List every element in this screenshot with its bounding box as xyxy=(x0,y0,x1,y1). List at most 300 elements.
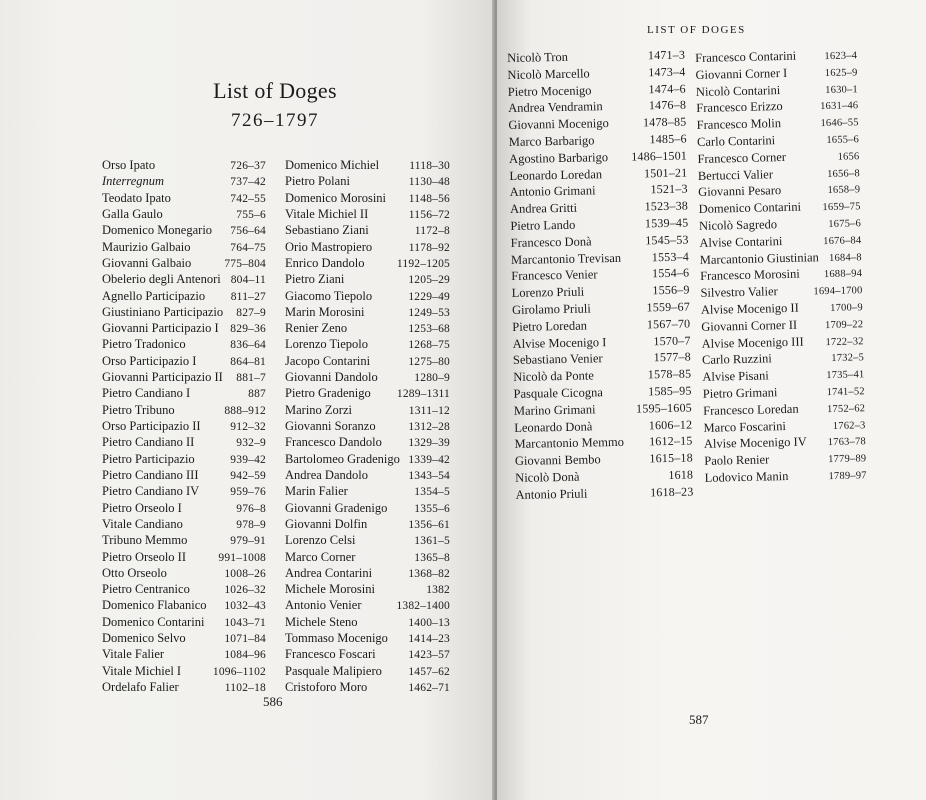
doge-name: Nicolò Sagredo xyxy=(698,217,778,233)
doge-entry xyxy=(285,190,450,206)
doge-reign-years: 836–64 xyxy=(230,339,266,352)
doge-reign-years: 1268–75 xyxy=(408,339,450,352)
doge-name: Marcantonio Memmo xyxy=(514,435,625,452)
doge-reign-years: 1205–29 xyxy=(408,274,450,287)
doge-name: Pietro Candiano I xyxy=(102,386,191,401)
doge-entry xyxy=(102,532,266,548)
doge-reign-years: 1501–21 xyxy=(643,165,688,180)
doge-name: Giovanni Dandolo xyxy=(285,370,378,385)
doge-name: Andrea Gritti xyxy=(509,200,578,217)
doge-reign-years: 1382 xyxy=(426,584,450,597)
doge-entry xyxy=(285,239,450,255)
page-number: 586 xyxy=(263,694,283,709)
doge-reign-years: 1289–1311 xyxy=(396,388,450,401)
doge-reign-years: 1084–96 xyxy=(224,649,266,662)
doge-name: Carlo Contarini xyxy=(696,133,776,149)
doge-name: Nicolò da Ponte xyxy=(513,368,594,385)
doge-reign-years: 1355–6 xyxy=(414,502,450,515)
doge-name: Francesco Dandolo xyxy=(285,435,382,450)
doge-reign-years: 1700–9 xyxy=(830,302,864,314)
doge-name: Domenico Selvo xyxy=(102,631,186,646)
doge-name: Marin Falier xyxy=(285,484,348,499)
doge-name: Pietro Candiano III xyxy=(102,467,199,482)
doge-name: Orso Ipato xyxy=(102,158,156,172)
doge-reign-years: 1365–8 xyxy=(414,551,450,564)
doge-reign-years: 1026–32 xyxy=(224,584,266,597)
doge-reign-years: 1577–8 xyxy=(653,349,692,365)
doge-name: Giovanni Participazio I xyxy=(102,321,219,336)
doge-name: Pietro Lando xyxy=(510,217,576,233)
doge-name: Marcantonio Trevisan xyxy=(510,250,622,267)
doge-reign-years: 1763–78 xyxy=(827,436,867,449)
doge-name: Marino Zorzi xyxy=(285,402,352,417)
doge-entry xyxy=(102,385,266,401)
doge-name: Leonardo Loredan xyxy=(509,166,603,183)
doge-name: Antonio Venier xyxy=(285,598,362,613)
doge-entry xyxy=(102,320,266,336)
doge-entry xyxy=(102,304,266,320)
doge-entry xyxy=(102,255,266,271)
doge-name: Teodato Ipato xyxy=(102,190,171,205)
doge-entry xyxy=(102,679,266,695)
doge-entry xyxy=(102,353,266,369)
doge-name: Bartolomeo Gradenigo xyxy=(285,451,400,466)
right-page xyxy=(497,0,926,800)
doge-entry xyxy=(102,157,266,173)
doge-name: Giovanni Corner I xyxy=(695,65,788,82)
doge-name: Leonardo Donà xyxy=(514,418,593,435)
doge-entry xyxy=(102,418,266,434)
doge-reign-years: 1485–6 xyxy=(649,131,687,147)
doge-name: Girolamo Priuli xyxy=(511,301,591,317)
doge-entry xyxy=(285,565,450,581)
doge-reign-years: 775–804 xyxy=(224,257,266,270)
doge-reign-years: 932–9 xyxy=(236,437,266,450)
doge-entry xyxy=(285,614,450,630)
doge-name: Marco Corner xyxy=(285,549,356,564)
doge-name: Pietro Grimani xyxy=(702,385,778,401)
doge-entry xyxy=(704,449,866,469)
doge-name: Giustiniano Participazio xyxy=(102,304,224,319)
doge-entry xyxy=(285,549,450,565)
doge-reign-years: 881–7 xyxy=(236,372,266,385)
doge-reign-years: 1280–9 xyxy=(414,372,450,385)
doge-entry xyxy=(102,402,266,418)
doge-entry xyxy=(102,646,266,662)
doge-reign-years: 756–64 xyxy=(230,225,266,238)
doge-name: Otto Orseolo xyxy=(102,565,167,580)
doge-name: Tribuno Memmo xyxy=(102,533,188,548)
doge-name: Marino Grimani xyxy=(513,402,596,418)
doge-name: Obelerio degli Antenori xyxy=(102,272,221,287)
doge-reign-years: 1595–1605 xyxy=(635,400,693,416)
doge-name: Francesco Loredan xyxy=(703,401,799,418)
doge-reign-years: 1382–1400 xyxy=(396,600,450,613)
doge-entry xyxy=(515,450,693,470)
doge-name: Lorenzo Tiepolo xyxy=(285,337,368,352)
page-number: 587 xyxy=(689,712,709,727)
doge-reign-years: 912–32 xyxy=(230,421,266,433)
doge-name: Giovanni Soranzo xyxy=(285,419,376,433)
doge-name: Francesco Molin xyxy=(696,116,782,133)
doge-entry xyxy=(102,222,266,238)
doge-reign-years: 1400–13 xyxy=(408,616,450,629)
doge-name: Pietro Candiano II xyxy=(102,435,195,450)
doge-entry xyxy=(285,304,450,320)
doge-name: Maurizio Galbaio xyxy=(102,239,191,254)
doge-reign-years: 1329–39 xyxy=(408,437,450,450)
doge-name: Vitale Candiano xyxy=(102,516,183,531)
doge-reign-years: 811–27 xyxy=(230,290,266,303)
doge-entry xyxy=(701,315,863,335)
doge-name: Pietro Tribuno xyxy=(102,402,175,417)
doge-entry xyxy=(285,206,450,222)
running-head: LIST OF DOGES xyxy=(647,24,746,36)
doge-entry xyxy=(702,365,864,385)
doge-name: Giovanni Gradenigo xyxy=(285,500,388,515)
doge-reign-years: 829–36 xyxy=(230,323,266,336)
doge-reign-years: 1032–43 xyxy=(224,600,266,613)
doge-entry xyxy=(102,336,266,352)
doge-reign-years: 1554–6 xyxy=(651,265,690,281)
doge-entry xyxy=(285,385,450,401)
doge-name: Agnello Participazio xyxy=(102,288,206,303)
doge-name: Vitale Michiel II xyxy=(285,206,369,221)
doge-reign-years: 1521–3 xyxy=(650,181,688,197)
doge-reign-years: 737–42 xyxy=(230,176,266,189)
doge-reign-years: 1623–4 xyxy=(824,50,858,63)
doge-entry xyxy=(102,369,266,385)
doge-name: Francesco Erizzo xyxy=(696,99,783,116)
doge-name: Sebastiano Venier xyxy=(512,351,603,368)
doge-reign-years: 1356–61 xyxy=(408,518,450,531)
doge-entry xyxy=(285,434,450,450)
doge-reign-years: 804–11 xyxy=(230,274,266,287)
doge-reign-years: 1118–30 xyxy=(409,160,450,172)
doge-entry xyxy=(102,467,266,483)
doge-reign-years: 1631–46 xyxy=(820,100,859,113)
doge-entry xyxy=(285,467,450,483)
doge-name: Lorenzo Celsi xyxy=(285,533,356,548)
doge-name: Silvestro Valier xyxy=(700,284,778,301)
doge-entry xyxy=(285,483,450,499)
doge-entry xyxy=(285,157,450,173)
doge-reign-years: 1722–32 xyxy=(825,335,864,348)
doge-name: Marco Barbarigo xyxy=(508,133,595,149)
doge-reign-years: 1659–75 xyxy=(822,201,861,214)
doge-name: Andrea Vendramin xyxy=(507,99,603,116)
doge-entry xyxy=(102,597,266,613)
doge-reign-years: 1343–54 xyxy=(408,469,450,482)
doge-entry xyxy=(102,581,266,597)
doge-name: Pietro Candiano IV xyxy=(102,484,200,499)
doge-name: Pietro Orseolo I xyxy=(102,500,182,515)
doge-name: Andrea Contarini xyxy=(285,565,373,580)
doge-reign-years: 942–59 xyxy=(230,469,266,482)
doge-entry xyxy=(285,271,450,287)
doge-reign-years: 1570–7 xyxy=(653,333,691,348)
doge-reign-years: 1684–8 xyxy=(828,251,862,264)
doge-name: Domenico Contarini xyxy=(698,199,802,217)
doge-name: Bertucci Valier xyxy=(697,166,774,183)
doge-reign-years: 991–1008 xyxy=(218,551,266,564)
doge-name: Francesco Venier xyxy=(511,267,598,284)
doge-reign-years: 1741–52 xyxy=(826,386,865,399)
doge-reign-years: 888–912 xyxy=(224,404,266,417)
doge-name: Paolo Renier xyxy=(704,452,770,469)
doge-reign-years: 887 xyxy=(248,388,266,401)
doge-reign-years: 1462–71 xyxy=(408,682,450,694)
doge-reign-years: 1630–1 xyxy=(825,83,859,96)
doge-reign-years: 1172–8 xyxy=(414,225,450,238)
doge-name: Giacomo Tiepolo xyxy=(285,288,373,303)
doge-name: Galla Gaulo xyxy=(102,206,163,221)
doge-name: Antonio Priuli xyxy=(515,486,588,502)
doge-name: Lorenzo Priuli xyxy=(511,284,585,301)
doge-reign-years: 1478–85 xyxy=(642,114,687,130)
doge-entry xyxy=(102,483,266,499)
doge-name: Giovanni Corner II xyxy=(701,317,798,334)
doge-reign-years: 959–76 xyxy=(230,486,266,499)
doge-entry xyxy=(102,451,266,467)
doge-name: Marco Foscarini xyxy=(703,418,786,435)
doge-name: Francesco Corner xyxy=(697,149,787,166)
doge-entry xyxy=(699,231,861,251)
doge-entry xyxy=(696,80,858,100)
doge-name: Orio Mastropiero xyxy=(285,239,373,254)
doge-entry xyxy=(695,63,857,83)
doge-reign-years: 1545–53 xyxy=(645,232,689,248)
doge-name: Francesco Donà xyxy=(510,234,592,250)
doge-reign-years: 976–8 xyxy=(236,502,266,515)
doge-reign-years: 1752–62 xyxy=(826,402,866,415)
doge-entry xyxy=(702,349,864,369)
doge-entry xyxy=(285,516,450,532)
doge-name: Pietro Ziani xyxy=(285,272,345,287)
doge-reign-years: 1556–9 xyxy=(652,282,690,298)
doge-entry xyxy=(515,483,693,503)
doge-reign-years: 1229–49 xyxy=(408,290,450,303)
doge-entry xyxy=(102,434,266,450)
doge-name: Domenico Contarini xyxy=(102,614,205,629)
doge-name: Andrea Dandolo xyxy=(285,467,368,482)
doge-reign-years: 1625–9 xyxy=(824,67,858,79)
doge-entry xyxy=(704,433,866,453)
doge-entry xyxy=(698,197,860,217)
doge-list-column-4 xyxy=(695,46,867,486)
page-title: List of Doges xyxy=(213,78,337,103)
doge-name: Tommaso Mocenigo xyxy=(285,631,388,646)
doge-reign-years: 1414–23 xyxy=(408,633,450,646)
doge-entry xyxy=(285,451,450,467)
doge-name: Carlo Ruzzini xyxy=(701,351,772,368)
doge-entry xyxy=(285,418,450,434)
doge-reign-years: 764–75 xyxy=(230,241,266,254)
doge-name: Alvise Mocenigo II xyxy=(700,300,799,317)
doge-entry xyxy=(703,382,865,402)
doge-name: Jacopo Contarini xyxy=(285,353,371,368)
doge-reign-years: 1130–48 xyxy=(408,176,450,189)
doge-reign-years: 1656–8 xyxy=(827,167,860,180)
doge-reign-years: 1476–8 xyxy=(648,97,687,113)
doge-entry xyxy=(703,399,865,419)
doge-entry xyxy=(285,663,450,679)
doge-reign-years: 1559–67 xyxy=(646,299,691,315)
doge-reign-years: 978–9 xyxy=(236,518,266,531)
doge-name: Domenico Michiel xyxy=(285,158,380,172)
doge-entry xyxy=(285,532,450,548)
doge-reign-years: 827–9 xyxy=(236,306,266,319)
doge-entry xyxy=(700,265,862,285)
doge-name: Giovanni Galbaio xyxy=(102,255,192,270)
doge-entry xyxy=(102,173,266,189)
doge-entry xyxy=(285,353,450,369)
doge-entry xyxy=(703,416,865,436)
doge-reign-years: 1732–5 xyxy=(831,352,865,365)
doge-reign-years: 1339–42 xyxy=(408,453,450,466)
doge-reign-years: 1567–70 xyxy=(646,316,691,332)
doge-reign-years: 1368–82 xyxy=(408,567,450,580)
doge-entry xyxy=(102,549,266,565)
doge-reign-years: 864–81 xyxy=(230,355,266,368)
doge-reign-years: 1779–89 xyxy=(828,453,867,466)
doge-name: Francesco Contarini xyxy=(695,48,797,65)
doge-name: Pasquale Malipiero xyxy=(285,663,382,678)
doge-reign-years: 1646–55 xyxy=(820,117,859,130)
doge-entry xyxy=(285,597,450,613)
doge-entry xyxy=(701,298,863,318)
doge-reign-years: 1071–84 xyxy=(224,633,266,646)
doge-reign-years: 1192–1205 xyxy=(396,257,450,270)
doge-reign-years: 1311–12 xyxy=(408,404,450,417)
doge-reign-years: 1312–28 xyxy=(408,421,450,433)
doge-reign-years: 1618 xyxy=(668,467,694,482)
doge-reign-years: 1676–84 xyxy=(823,235,862,247)
doge-entry xyxy=(102,206,266,222)
doge-name: Francesco Morosini xyxy=(699,267,800,284)
doge-entry xyxy=(697,113,859,133)
doge-name: Pasquale Cicogna xyxy=(513,385,603,401)
doge-entry xyxy=(102,630,266,646)
doge-name: Nicolò Donà xyxy=(515,469,580,485)
doge-reign-years: 1249–53 xyxy=(408,306,450,319)
doge-entry xyxy=(285,630,450,646)
doge-name: Pietro Mocenigo xyxy=(507,82,592,99)
doge-reign-years: 1658–9 xyxy=(827,184,861,197)
doge-entry xyxy=(285,222,450,238)
doge-name: Domenico Morosini xyxy=(285,190,387,205)
doge-reign-years: 1578–85 xyxy=(647,366,692,382)
doge-reign-years: 1008–26 xyxy=(224,567,266,580)
doge-reign-years: 1361–5 xyxy=(414,535,450,548)
doge-reign-years: 1148–56 xyxy=(408,192,450,205)
doge-entry xyxy=(285,320,450,336)
doge-name: Antonio Grimani xyxy=(509,183,596,200)
doge-name: Interregnum xyxy=(102,174,165,189)
doge-reign-years: 1553–4 xyxy=(651,249,690,264)
doge-name: Pietro Centranico xyxy=(102,582,190,597)
doge-entry xyxy=(700,281,862,301)
doge-entry xyxy=(700,248,862,268)
doge-entry xyxy=(102,565,266,581)
doge-name: Pietro Participazio xyxy=(102,451,195,466)
doge-entry xyxy=(285,402,450,418)
doge-entry xyxy=(285,581,450,597)
doge-reign-years: 1423–57 xyxy=(408,649,450,662)
doge-name: Alvise Mocenigo IV xyxy=(703,434,807,452)
doge-name: Alvise Contarini xyxy=(699,233,783,250)
doge-entry xyxy=(285,369,450,385)
doge-reign-years: 1156–72 xyxy=(408,208,450,221)
doge-name: Cristoforo Moro xyxy=(285,680,368,694)
doge-name: Pietro Tradonico xyxy=(102,337,186,352)
doge-entry xyxy=(698,181,860,201)
doge-entry xyxy=(102,663,266,679)
doge-entry xyxy=(285,173,450,189)
doge-reign-years: 1735–41 xyxy=(826,369,865,382)
doge-reign-years: 979–91 xyxy=(230,535,266,548)
doge-reign-years: 1096–1102 xyxy=(212,665,266,678)
doge-reign-years: 1275–80 xyxy=(408,355,450,368)
doge-name: Lodovico Manin xyxy=(704,468,789,485)
doge-name: Giovanni Pesaro xyxy=(698,183,782,200)
doge-entry xyxy=(705,466,867,486)
doge-reign-years: 742–55 xyxy=(230,192,266,205)
doge-reign-years: 1474–6 xyxy=(648,81,686,96)
doge-name: Vitale Michiel I xyxy=(102,663,182,678)
doge-entry xyxy=(696,97,858,117)
doge-name: Enrico Dandolo xyxy=(285,255,365,270)
doge-reign-years: 1694–1700 xyxy=(813,285,863,298)
doge-reign-years: 1606–12 xyxy=(648,417,693,432)
doge-name: Orso Participazio II xyxy=(102,419,201,433)
doge-reign-years: 1762–3 xyxy=(832,419,866,432)
doge-reign-years: 1539–45 xyxy=(644,215,689,231)
doge-reign-years: 1473–4 xyxy=(648,64,686,80)
doge-entry xyxy=(102,614,266,630)
doge-entry xyxy=(285,288,450,304)
doge-entry xyxy=(701,332,863,352)
doge-name: Giovanni Mocenigo xyxy=(508,116,609,133)
doge-reign-years: 1675–6 xyxy=(828,218,862,230)
doge-reign-years: 1789–97 xyxy=(828,470,867,483)
doge-name: Michele Morosini xyxy=(285,582,375,597)
doge-name: Renier Zeno xyxy=(285,321,348,336)
doge-reign-years: 1618–23 xyxy=(649,484,694,500)
doge-name: Domenico Monegario xyxy=(102,223,213,238)
doge-name: Pietro Polani xyxy=(285,174,350,189)
doge-name: Pietro Loredan xyxy=(512,318,588,334)
doge-reign-years: 1486–1501 xyxy=(631,148,688,164)
doge-name: Michele Steno xyxy=(285,614,358,629)
doge-reign-years: 1656 xyxy=(837,151,860,163)
doge-name: Nicolò Tron xyxy=(507,49,569,65)
doge-reign-years: 755–6 xyxy=(236,208,266,221)
doge-list-column-2 xyxy=(285,157,450,695)
doge-reign-years: 1253–68 xyxy=(408,323,450,336)
doge-reign-years: 1043–71 xyxy=(224,616,266,629)
doge-entry xyxy=(285,255,450,271)
doge-reign-years: 1471–3 xyxy=(647,47,686,63)
doge-name: Alvise Pisani xyxy=(702,368,769,385)
doge-entry xyxy=(102,516,266,532)
doge-reign-years: 1354–5 xyxy=(414,486,450,499)
doge-name: Giovanni Bembo xyxy=(514,452,601,469)
doge-name: Alvise Mocenigo I xyxy=(512,334,607,351)
doge-reign-years: 1612–15 xyxy=(649,433,693,449)
doge-reign-years: 1178–92 xyxy=(408,241,450,254)
doge-entry xyxy=(102,271,266,287)
